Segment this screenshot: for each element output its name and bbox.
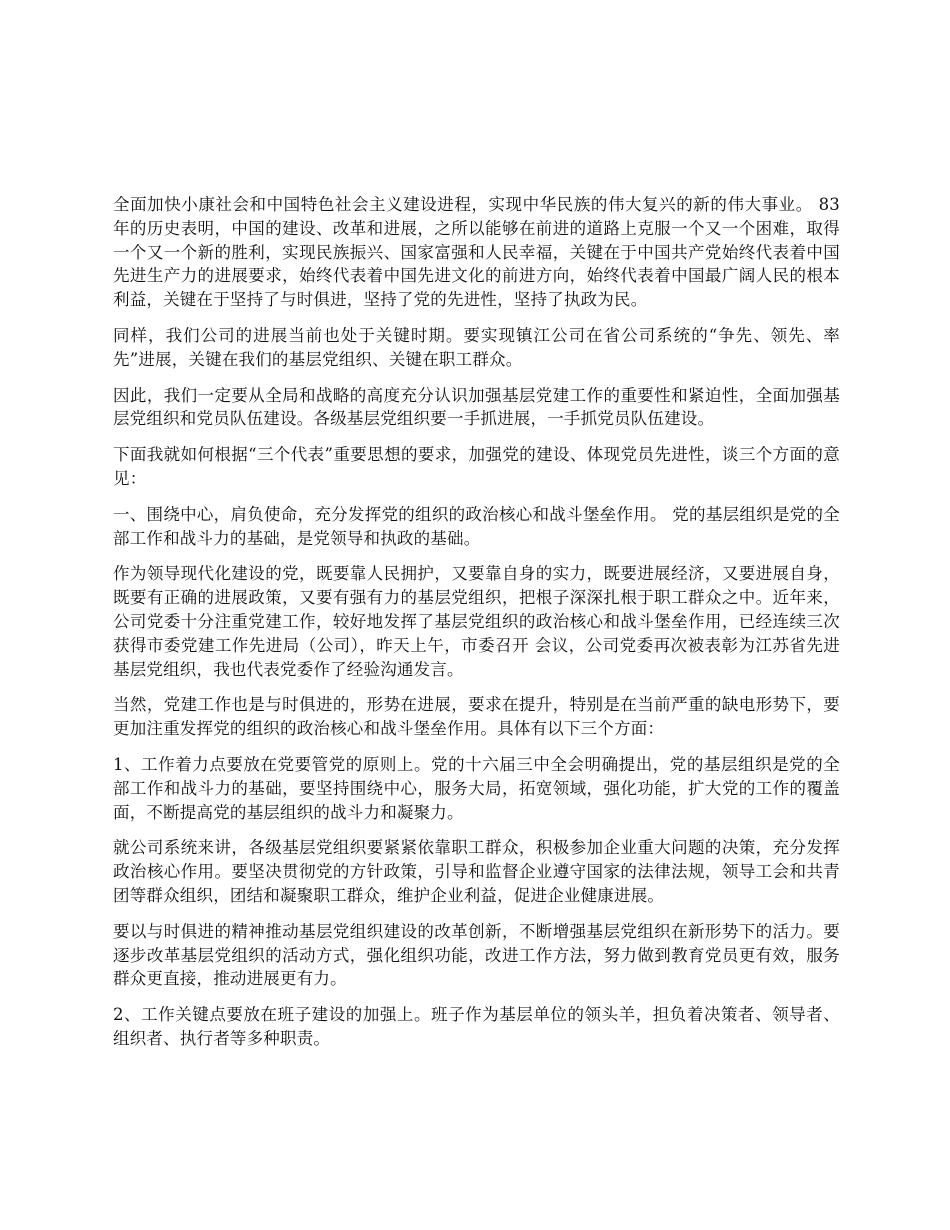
paragraph: 全面加快小康社会和中国特色社会主义建设进程，实现中华民族的伟大复兴的新的伟大事业。 83 年的历史表明，中国的建设、改革和进展，之所以能够在前进的道路上克服一个又一个困难，取得一个又一个新的胜利，实现民族振兴、国家富强和人民幸福，关键在于中国共产党始终代表着中国先进生产力的进展要求，始终代表着中国先进文化的前进方向，始终代表着中国最广阔人民的根本利益，关键在于坚持了与时俱进，坚持了党的先进性，坚持了执政为民。 xyxy=(113,195,840,310)
paragraph: 作为领导现代化建设的党，既要靠人民拥护，又要靠自身的实力，既要进展经济，又要进展自身，既要有正确的进展政策，又要有强有力的基层党组织，把根子深深扎根于职工群众之中。近年来，公司党委十分注重党建工作，较好地发挥了基层党组织的政治核心和战斗堡垒作用，已经连续三次获得市委党建工作先进局（公司），昨天上午，市委召开 会议，公司党委再次被表彰为江苏省先进基层党组织，我也代表党委作了经验沟通发言。 xyxy=(113,564,840,679)
numbered-point-paragraph: 1、工作着力点要放在党要管党的原则上。党的十六届三中全会明确提出，党的基层组织是党的全部工作和战斗力的基础，要坚持围绕中心，服务大局，拓宽领域，强化功能，扩大党的工作的覆盖面，不断提高党的基层组织的战斗力和凝聚力。 xyxy=(113,754,840,822)
paragraph: 当然，党建工作也是与时俱进的，形势在进展，要求在提升，特别是在当前严重的缺电形势下，要更加注重发挥党的组织的政治核心和战斗堡垒作用。具体有以下三个方面： xyxy=(113,695,840,739)
paragraph: 同样，我们公司的进展当前也处于关键时期。要实现镇江公司在省公司系统的“争先、领先、率先”进展，关键在我们的基层党组织、关键在职工群众。 xyxy=(113,325,840,369)
section-heading-paragraph: 一、围绕中心，肩负使命，充分发挥党的组织的政治核心和战斗堡垒作用。 党的基层组织是党的全部工作和战斗力的基础，是党领导和执政的基础。 xyxy=(113,504,840,548)
document-body xyxy=(113,193,840,1063)
paragraph: 因此，我们一定要从全局和战略的高度充分认识加强基层党建工作的重要性和紧迫性，全面加强基层党组织和党员队伍建设。各级基层党组织要一手抓进展，一手抓党员队伍建设。 xyxy=(113,385,840,429)
paragraph: 就公司系统来讲，各级基层党组织要紧紧依靠职工群众，积极参加企业重大问题的决策，充分发挥政治核心作用。要坚决贯彻党的方针政策，引导和监督企业遵守国家的法律法规，领导工会和共青团等群众组织，团结和凝聚职工群众，维护企业利益，促进企业健康进展。 xyxy=(113,838,840,905)
numbered-point-paragraph: 2、工作关键点要放在班子建设的加强上。班子作为基层单位的领头羊，担负着决策者、领导者、组织者、执行者等多种职责。 xyxy=(113,1005,840,1048)
paragraph: 要以与时俱进的精神推动基层党组织建设的改革创新，不断增强基层党组织在新形势下的活力。要逐步改革基层党组织的活动方式，强化组织功能，改进工作方法，努力做到教育党员更有效，服务群众更直接，推动进展更有力。 xyxy=(113,921,840,989)
paragraph: 下面我就如何根据“三个代表”重要思想的要求，加强党的建设、体现党员先进性，谈三个方面的意见： xyxy=(113,445,840,488)
